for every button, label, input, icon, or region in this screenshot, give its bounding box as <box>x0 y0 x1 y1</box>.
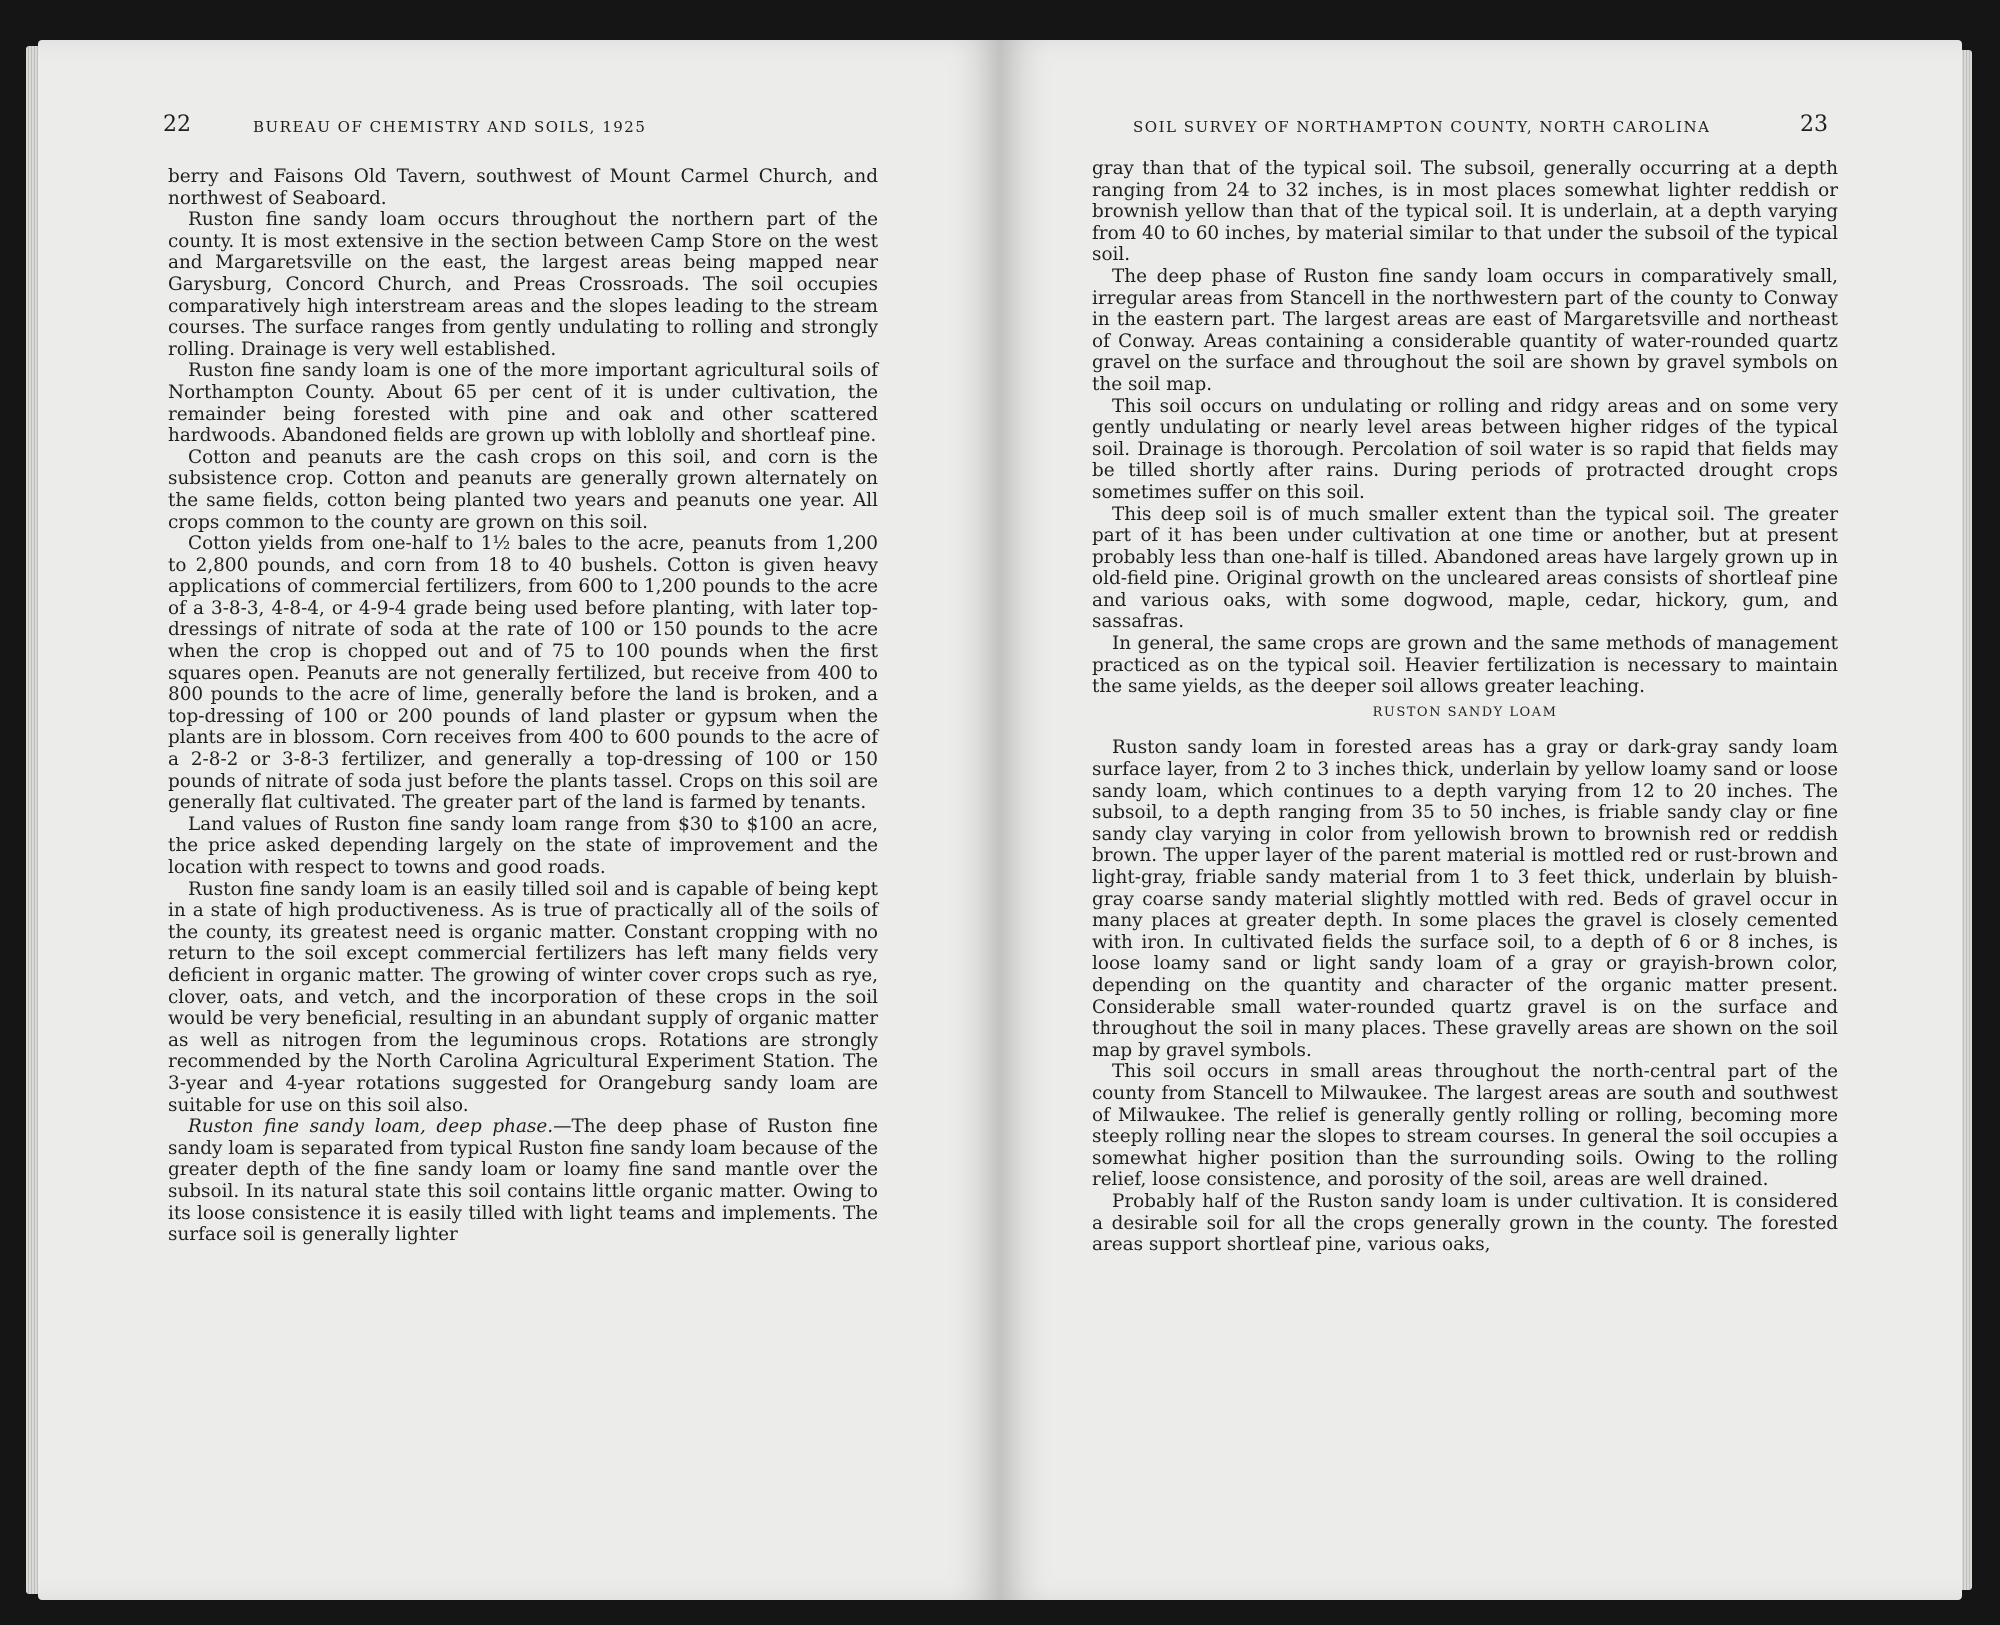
running-head: SOIL SURVEY OF NORTHAMPTON COUNTY, NORTH CAROLINA <box>1133 118 1711 136</box>
right-page <box>1000 40 1962 1600</box>
right-page-body <box>1092 158 1838 1256</box>
deep-phase-paragraph <box>168 1116 878 1246</box>
deep-phase-heading: Ruston fine sandy loam, deep phase. <box>188 1116 554 1138</box>
paragraph: This soil occurs in small areas throughout the north-central part of the county from Stancell to Milwaukee. The largest areas are south and southwest of Milwaukee. The relief is generally gently rolling or rolling, becoming more steeply rolling near the slopes to stream courses. In general the soil occupies a somewhat higher position than the surrounding soils. Owing to the rolling relief, loose consistence, and porosity of the soil, areas are well drained. <box>1092 1061 1838 1191</box>
paragraph: This deep soil is of much smaller extent than the typical soil. The greater part of it has been under cultivation at one time or another, but at present probably less than one-half is tilled. Abandoned areas have largely grown up in old-field pine. Original growth on the uncleared areas consists of shortleaf pine and various oaks, with some dogwood, maple, cedar, hickory, gum, and sassafras. <box>1092 503 1838 633</box>
paragraph: Land values of Ruston fine sandy loam range from $30 to $100 an acre, the price asked depending largely on the state of improvement and the location with respect to towns and good roads. <box>168 813 878 878</box>
deep-phase-text: —The deep phase of Ruston fine sandy loam is separated from typical Ruston fine sandy loam because of the greater depth of the fine sandy loam or loamy fine sand mantle over the subsoil. In its natural state this soil contains little organic matter. Owing to its loose consistence it is easily tilled with light teams and implements. The surface soil is generally lighter <box>168 1116 878 1246</box>
paragraph: gray than that of the typical soil. The subsoil, generally occurring at a depth ranging from 24 to 32 inches, is in most places somewhat lighter reddish or brownish yellow than that of the typical soil. It is underlain, at a depth varying from 40 to 60 inches, by material similar to that under the subsoil of the typical soil. <box>1092 158 1838 266</box>
paragraph: Cotton and peanuts are the cash crops on this soil, and corn is the subsistence crop. Cotton and peanuts are generally grown alternately on the same fields, cotton being planted two years and peanuts one year. All crops common to the county are grown on this soil. <box>168 446 878 533</box>
right-page-header <box>1000 112 1962 142</box>
paragraph: Ruston fine sandy loam occurs throughout the northern part of the county. It is most extensive in the section between Camp Store on the west and Margaretsville on the east, the largest areas being mapped near Garysburg, Concord Church, and Preas Crossroads. The soil occupies comparatively high interstream areas and the slopes leading to the stream courses. The surface ranges from gently undulating to rolling and strongly rolling. Drainage is very well established. <box>168 209 878 360</box>
paragraph: In general, the same crops are grown and the same methods of management practiced as on the typical soil. Heavier fertilization is necessary to maintain the same yields, as the deeper soil allows greater leaching. <box>1092 633 1838 698</box>
left-page-header <box>38 112 1000 142</box>
paragraph: Ruston fine sandy loam is an easily tilled soil and is capable of being kept in a state of high productiveness. As is true of practically all of the soils of the county, its greatest need is organic matter. Constant cropping with no return to the soil except commercial fertilizers has left many fields very deficient in organic matter. The growing of winter cover crops such as rye, clover, oats, and vetch, and the incorporation of these crops in the soil would be very beneficial, resulting in an abundant supply of organic matter as well as nitrogen from the leguminous crops. Rotations are strongly recommended by the North Carolina Agricultural Experiment Station. The 3-year and 4-year rotations suggested for Orangeburg sandy loam are suitable for use on this soil also. <box>168 878 878 1116</box>
section-heading: RUSTON SANDY LOAM <box>1372 704 1558 720</box>
paragraph: Ruston fine sandy loam is one of the more important agricultural soils of Northampton County. About 65 per cent of it is under cultivation, the remainder being forested with pine and oak and other scattered hardwoods. Abandoned fields are grown up with loblolly and shortleaf pine. <box>168 360 878 447</box>
page-number: 23 <box>1800 112 1828 137</box>
running-head: BUREAU OF CHEMISTRY AND SOILS, 1925 <box>253 118 647 136</box>
paragraph: The deep phase of Ruston fine sandy loam occurs in comparatively small, irregular areas from Stancell in the northwestern part of the county to Conway in the eastern part. The largest areas are east of Margaretsville and northeast of Conway. Areas containing a considerable quantity of water-rounded quartz gravel on the surface and throughout the soil are shown by gravel symbols on the soil map. <box>1092 265 1838 395</box>
left-page-body <box>168 166 878 1246</box>
page-number: 22 <box>163 112 191 137</box>
paragraph: Probably half of the Ruston sandy loam is under cultivation. It is considered a desirable soil for all the crops generally grown in the county. The forested areas support shortleaf pine, various oaks, <box>1092 1190 1838 1256</box>
paragraph: Cotton yields from one-half to 1½ bales to the acre, peanuts from 1,200 to 2,800 pounds, and corn from 18 to 40 bushels. Cotton is given heavy applications of commercial fertilizers, from 600 to 1,200 pounds to the acre of a 3-8-3, 4-8-4, or 4-9-4 grade being used before planting, with later top-dressings of nitrate of soda at the rate of 100 or 150 pounds to the acre when the crop is chopped out and of 75 to 100 pounds when the first squares open. Peanuts are not generally fertilized, but receive from 400 to 800 pounds to the acre of lime, generally before the land is broken, and a top-dressing of 100 or 200 pounds of land plaster or gypsum when the plants are in blossom. Corn receives from 400 to 600 pounds to the acre of a 2-8-2 or 3-8-3 fertilizer, and generally a top-dressing of 100 or 150 pounds of nitrate of soda just before the plants tassel. Crops on this soil are generally flat cultivated. The greater part of the land is farmed by tenants. <box>168 533 878 814</box>
left-page <box>38 40 1000 1600</box>
paragraph: This soil occurs on undulating or rolling and ridgy areas and on some very gently undulating or nearly level areas between higher ridges of the typical soil. Drainage is thorough. Percolation of soil water is so rapid that fields may be tilled shortly after rains. During periods of protracted drought crops sometimes suffer on this soil. <box>1092 395 1838 503</box>
paragraph: Ruston sandy loam in forested areas has a gray or dark-gray sandy loam surface layer, from 2 to 3 inches thick, underlain by yellow loamy sand or loose sandy loam, which continues to a depth varying from 12 to 20 inches. The subsoil, to a depth ranging from 35 to 50 inches, is friable sandy clay or fine sandy clay varying in color from yellowish brown to brownish red or reddish brown. The upper layer of the parent material is mottled red or rust-brown and light-gray, friable sandy material from 1 to 3 feet thick, underlain by bluish-gray coarse sandy material slightly mottled with red. Beds of gravel occur in many places at greater depth. In some places the gravel is closely cemented with iron. In cultivated fields the surface soil, to a depth of 6 or 8 inches, is loose loamy sand or light sandy loam of a gray or grayish-brown color, depending on the quantity and character of the organic matter present. Considerable small water-rounded quartz gravel is on the surface and throughout the soil in many places. These gravelly areas are shown on the soil map by gravel symbols. <box>1092 737 1838 1061</box>
paragraph: berry and Faisons Old Tavern, southwest of Mount Carmel Church, and northwest of Seaboard. <box>168 166 878 209</box>
